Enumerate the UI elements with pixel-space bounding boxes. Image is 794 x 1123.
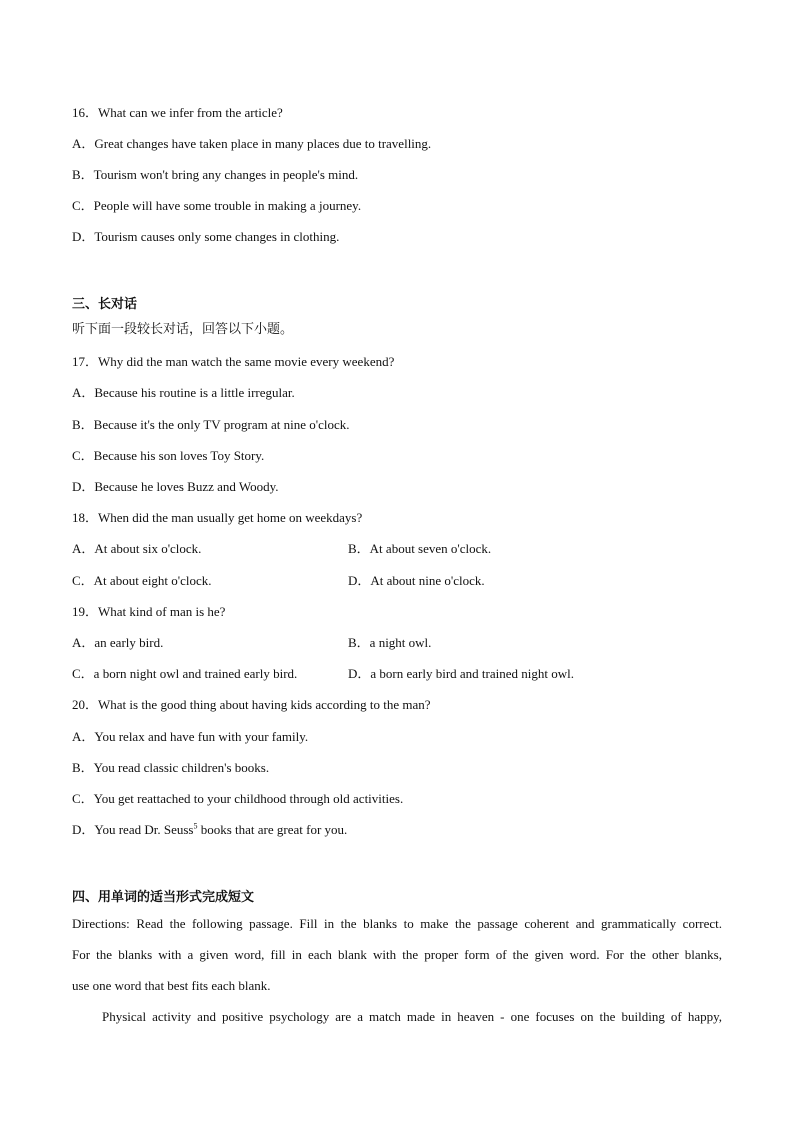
footnote-marker: 5 bbox=[193, 821, 198, 831]
question-18-option-b: B．At about seven o'clock. bbox=[348, 541, 492, 556]
question-16-option-d: D．Tourism causes only some changes in clothing. bbox=[72, 229, 340, 244]
question-20-option-c: C．You get reattached to your childhood through old activities. bbox=[72, 791, 404, 806]
question-18-option-c: C．At about eight o'clock. bbox=[72, 573, 212, 588]
question-20-option-d-text: D．You read Dr. Seuss bbox=[72, 822, 194, 837]
section-3-title: 三、长对话 bbox=[72, 297, 138, 312]
question-17-option-a: A．Because his routine is a little irregular. bbox=[72, 385, 295, 400]
question-19-option-c: C．a born night owl and trained early bird. bbox=[72, 666, 298, 681]
question-17-option-d: D．Because he loves Buzz and Woody. bbox=[72, 479, 279, 494]
section-4-title: 四、用单词的适当形式完成短文 bbox=[72, 890, 255, 905]
question-19-option-a: A．an early bird. bbox=[72, 635, 164, 650]
question-20-option-b: B．You read classic children's books. bbox=[72, 760, 270, 775]
question-20-option-a: A．You relax and have fun with your family. bbox=[72, 729, 309, 744]
question-18-stem: 18．When did the man usually get home on weekdays? bbox=[72, 510, 363, 525]
question-16-option-b: B．Tourism won't bring any changes in people's mind. bbox=[72, 167, 359, 182]
question-19-option-b: B．a night owl. bbox=[348, 635, 432, 650]
question-20-option-d-text-end: books that are great for you. bbox=[197, 822, 348, 837]
question-19-stem: 19．What kind of man is he? bbox=[72, 604, 226, 619]
question-16-stem: 16．What can we infer from the article? bbox=[72, 105, 283, 120]
question-17-option-c: C．Because his son loves Toy Story. bbox=[72, 448, 265, 463]
section-4-directions-line-2: For the blanks with a given word, fill in each blank with the proper form of the given word. For the other blanks, bbox=[72, 947, 722, 962]
section-3-instruction: 听下面一段较长对话，回答以下小题。 bbox=[72, 322, 294, 337]
question-17-option-b: B．Because it's the only TV program at nine o'clock. bbox=[72, 417, 350, 432]
section-4-directions-line-3: use one word that best fits each blank. bbox=[72, 978, 271, 993]
question-16-option-c: C．People will have some trouble in making a journey. bbox=[72, 198, 362, 213]
question-16-option-a: A．Great changes have taken place in many places due to travelling. bbox=[72, 136, 432, 151]
question-18-option-d: D．At about nine o'clock. bbox=[348, 573, 485, 588]
question-17-stem: 17．Why did the man watch the same movie every weekend? bbox=[72, 354, 395, 369]
passage-paragraph-1: Physical activity and positive psychology are a match made in heaven - one focuses on the building of happy, bbox=[102, 1009, 722, 1024]
question-20-option-d bbox=[72, 822, 347, 838]
question-18-option-a: A．At about six o'clock. bbox=[72, 541, 202, 556]
question-20-stem: 20．What is the good thing about having kids according to the man? bbox=[72, 697, 431, 712]
question-19-option-d: D．a born early bird and trained night owl. bbox=[348, 666, 574, 681]
section-4-directions-line-1: Directions: Read the following passage. Fill in the blanks to make the passage coherent and grammatically correct. bbox=[72, 916, 722, 931]
